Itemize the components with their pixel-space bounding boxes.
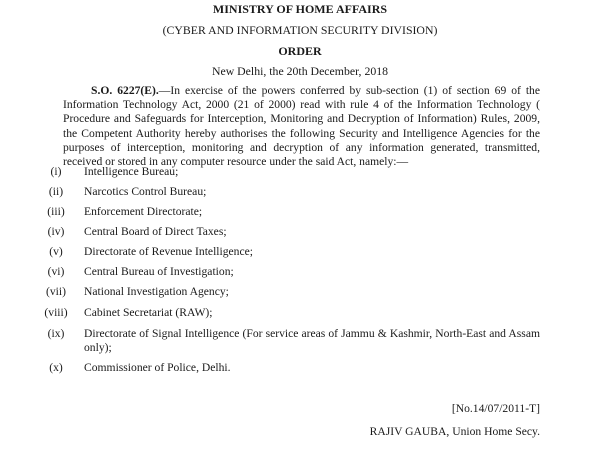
list-item-text: Directorate of Signal Intelligence (For service areas of Jammu & Kashmir, North-East and Assam only); bbox=[84, 327, 540, 354]
list-item-text: National Investigation Agency; bbox=[84, 285, 229, 298]
list-item-text: Enforcement Directorate; bbox=[84, 205, 203, 218]
order-number: S.O. 6227(E). bbox=[91, 84, 159, 97]
list-item-number: (vi) bbox=[47, 265, 65, 278]
list-item-text: Cabinet Secretariat (RAW); bbox=[84, 306, 213, 319]
list-item-text: Central Board of Direct Taxes; bbox=[84, 225, 227, 238]
list-item-text: Intelligence Bureau; bbox=[84, 165, 179, 178]
list-item-text: Commissioner of Police, Delhi. bbox=[84, 361, 231, 374]
list-item-number: (x) bbox=[49, 361, 63, 374]
order-paragraph bbox=[63, 84, 540, 169]
list-item-number: (iii) bbox=[47, 205, 65, 218]
list-item-number: (ii) bbox=[48, 185, 64, 198]
list-item-text: Directorate of Revenue Intelligence; bbox=[84, 245, 253, 258]
dateline: New Delhi, the 20th December, 2018 bbox=[211, 64, 389, 78]
list-item-number: (i) bbox=[50, 165, 62, 178]
signatory: RAJIV GAUBA, Union Home Secy. bbox=[369, 425, 540, 438]
list-item-number: (viii) bbox=[44, 306, 68, 319]
division-heading: (CYBER AND INFORMATION SECURITY DIVISION) bbox=[162, 23, 438, 37]
list-item-number: (v) bbox=[49, 245, 63, 258]
list-item-number: (ix) bbox=[47, 327, 65, 340]
list-item-text: Central Bureau of Investigation; bbox=[84, 265, 234, 278]
order-title: ORDER bbox=[278, 44, 322, 58]
ministry-heading: MINISTRY OF HOME AFFAIRS bbox=[212, 2, 388, 16]
list-item-number: (vii) bbox=[46, 285, 66, 298]
order-text: —In exercise of the powers conferred by sub-section (1) of section 69 of the Information Technology Act, 2000 (21 of 2000) read with rule 4 of the Information Technology ( Procedure and Safeguards for Interception, Monitoring and Decryption of Information) Rules, 2009, the Competent Authority hereby authorises the following Security and Intelligence Agencies for the purposes of interception, monitoring and decryption of any information generated, transmitted, received or stored in any computer resource under the said Act, namely:— bbox=[63, 84, 541, 169]
list-item-number: (iv) bbox=[47, 225, 65, 238]
file-number: [No.14/07/2011-T] bbox=[451, 402, 540, 415]
list-item-text: Narcotics Control Bureau; bbox=[84, 185, 207, 198]
